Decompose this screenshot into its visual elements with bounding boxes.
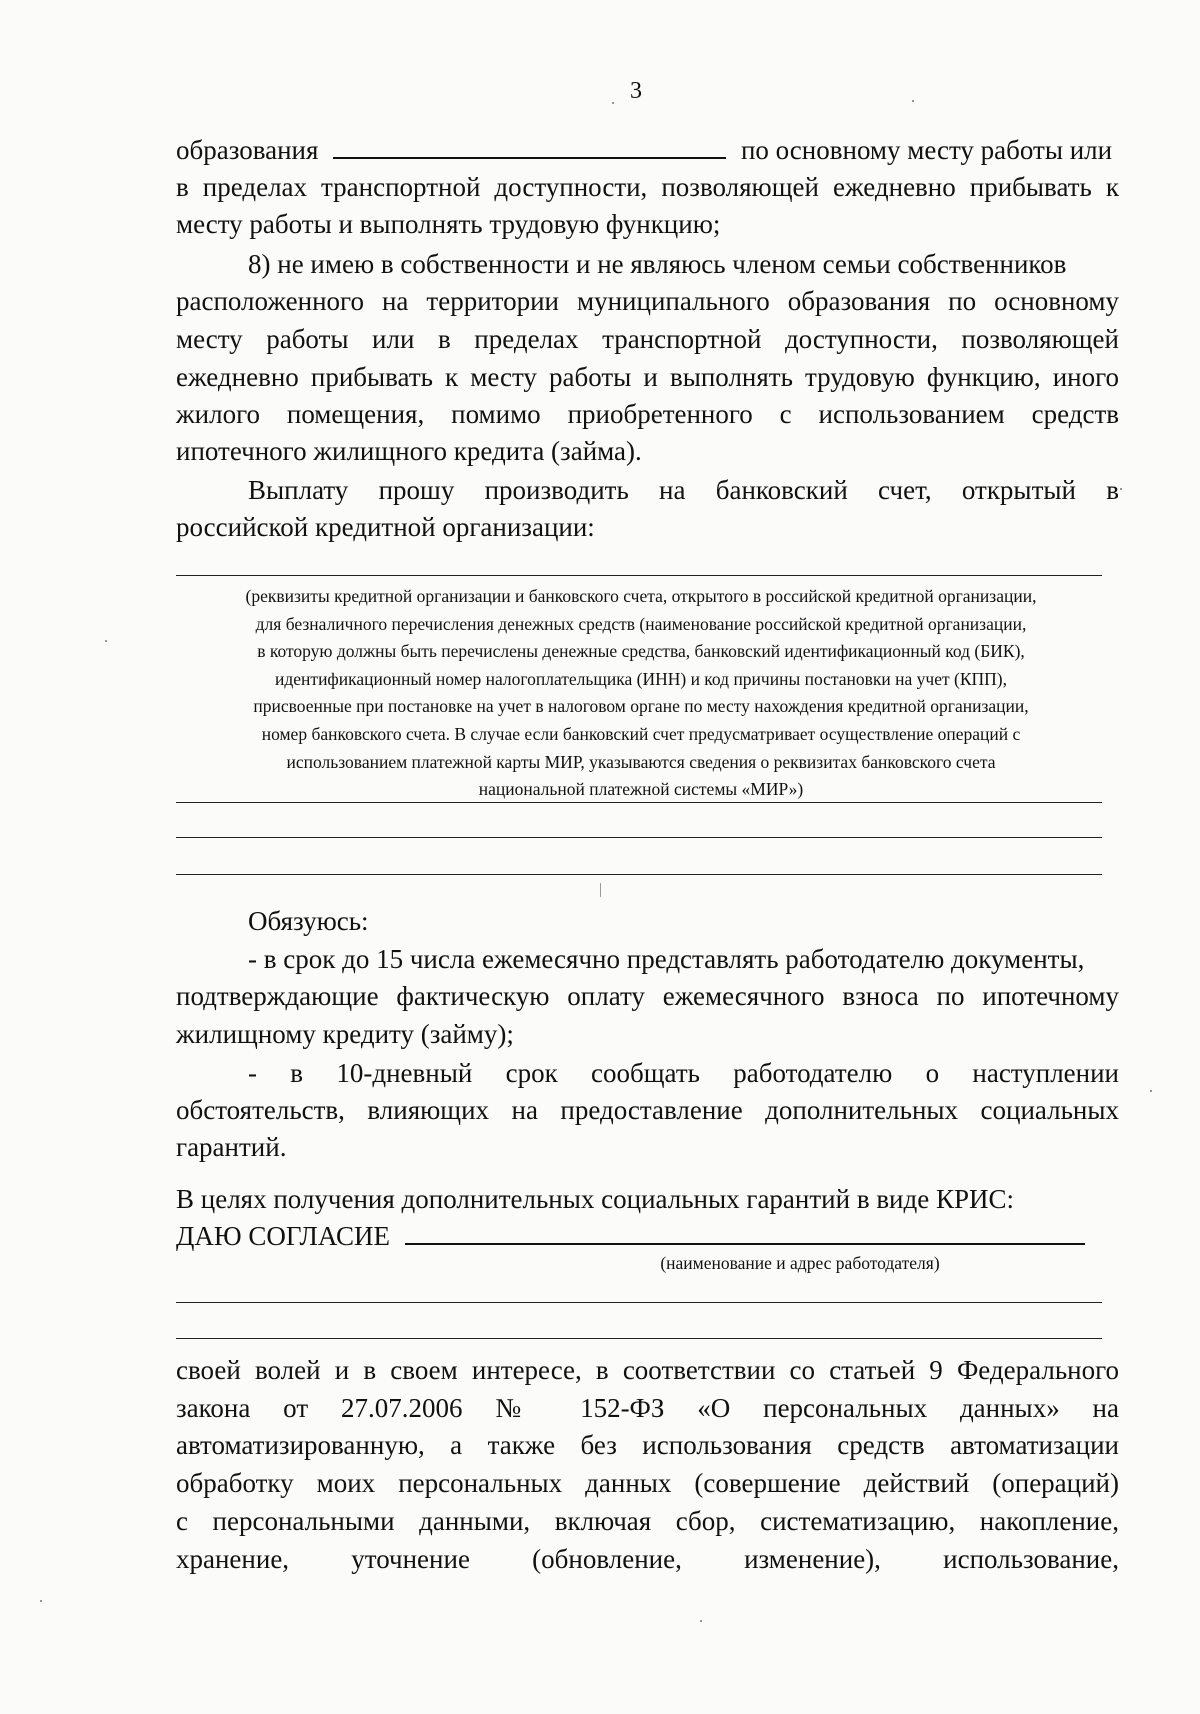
payment-line1: Выплату прошу производить на банковский счет, открытый в (248, 475, 1119, 505)
scan-speck (700, 1620, 702, 1622)
bank-note-line3: в которую должны быть перечислены денежные средства, банковский идентификационный код (БИК), (257, 641, 1025, 661)
consent-purpose: В целях получения дополнительных социальных гарантий в виде КРИС: (176, 1184, 1015, 1214)
bank-note-line6: номер банковского счета. В случае если банковский счет предусматривает осуществление операций с (261, 724, 1021, 744)
bank-note-line2: для безналичного перечисления денежных средств (наименование российской кредитной организации, (255, 614, 1027, 634)
consent-text-line2: закона от 27.07.2006 № 152-ФЗ «О персональных данных» на (176, 1393, 1119, 1423)
education-line (176, 131, 1119, 169)
para1-line2: в пределах транспортной доступности, позволяющей ежедневно прибывать к (176, 172, 1119, 202)
item8-line5: жилого помещения, помимо приобретенного с использованием средств (176, 399, 1119, 429)
item8-line4: ежедневно прибывать к месту работы и выполнять трудовую функцию, иного (176, 362, 1119, 392)
bank-note-line4: идентификационный номер налогоплательщика (ИНН) и код причины постановки на учет (КПП), (275, 669, 1007, 689)
employer-line-1[interactable] (176, 1302, 1102, 1303)
bank-note-line8: национальной платежной системы «МИР») (478, 779, 804, 799)
bank-details-line-3[interactable] (176, 874, 1102, 875)
scan-speck (1120, 488, 1122, 490)
employer-caption: (наименование и адрес работодателя) (660, 1253, 940, 1273)
blank-field-education[interactable] (333, 133, 726, 159)
page-number: 3 (630, 78, 642, 104)
consent-agree-label: ДАЮ СОГЛАСИЕ (176, 1221, 390, 1251)
consent-text-line6: хранение, уточнение (обновление, изменение), использование, (176, 1544, 1119, 1574)
obligations-heading: Обязуюсь: (248, 906, 369, 936)
obligation1-line1: - в срок до 15 числа ежемесячно представлять работодателю документы, (248, 944, 1085, 974)
education-label: образования (176, 135, 319, 165)
bank-details-line-1[interactable] (176, 802, 1102, 803)
employer-line-2[interactable] (176, 1338, 1102, 1339)
para1-line3: месту работы и выполнять трудовую функцию; (176, 209, 721, 239)
obligation2-line2: обстоятельств, влияющих на предоставление дополнительных социальных (176, 1095, 1119, 1125)
obligation1-line2: подтверждающие фактическую оплату ежемесячного взноса по ипотечному (176, 981, 1119, 1011)
consent-text-line5: с персональными данными, включая сбор, систематизацию, накопление, (176, 1506, 1119, 1536)
item8-line2: расположенного на территории муниципального образования по основному (176, 286, 1119, 316)
bank-note-line5: присвоенные при постановке на учет в налоговом органе по месту нахождения кредитной организации, (253, 696, 1029, 716)
employer-name-field[interactable] (405, 1219, 1085, 1245)
scan-speck (912, 100, 914, 102)
consent-text-line3: автоматизированную, а также без использования средств автоматизации (176, 1430, 1119, 1460)
bank-note-line7: использованием платежной карты МИР, указываются сведения о реквизитах банковского счета (286, 752, 996, 772)
obligation2-line1: - в 10-дневный срок сообщать работодателю о наступлении (248, 1058, 1119, 1088)
obligation1-line3: жилищному кредиту (займу); (176, 1019, 514, 1049)
bank-note-line1: (реквизиты кредитной организации и банковского счета, открытого в российской кредитной организации, (245, 586, 1037, 606)
item8-line3: месту работы или в пределах транспортной доступности, позволяющей (176, 324, 1119, 354)
consent-text-line4: обработку моих персональных данных (совершение действий (операций) (176, 1468, 1119, 1498)
obligation2-line3: гарантий. (176, 1132, 287, 1162)
scan-mark (600, 883, 601, 897)
consent-text-line1: своей волей и в своем интересе, в соответствии со статьей 9 Федерального (176, 1355, 1119, 1385)
scan-speck (105, 640, 107, 642)
bank-details-field-line[interactable] (176, 575, 1102, 576)
education-line-end: по основному месту работы или (740, 135, 1113, 165)
scan-speck (612, 102, 614, 104)
scan-speck (1150, 1090, 1152, 1092)
bank-details-line-2[interactable] (176, 837, 1102, 838)
item8-line1: 8) не имею в собственности и не являюсь членом семьи собственников (248, 249, 1067, 279)
payment-line2: российской кредитной организации: (176, 512, 595, 542)
scan-speck (40, 1600, 42, 1602)
item8-line6: ипотечного жилищного кредита (займа). (176, 436, 642, 466)
